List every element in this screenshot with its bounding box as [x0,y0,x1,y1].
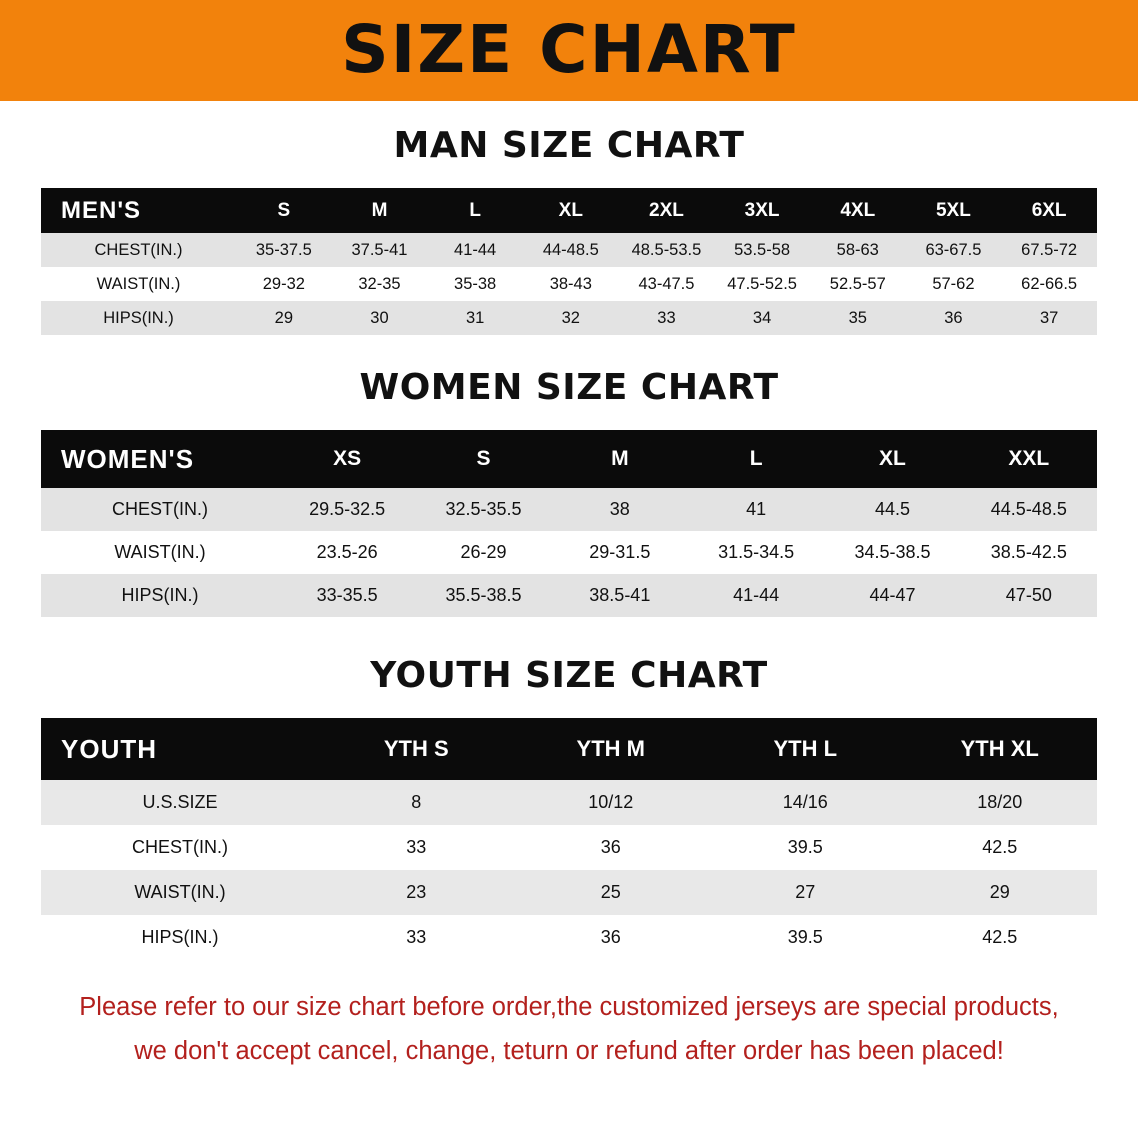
women-header-cell-1: XS [333,447,362,470]
man-cell-0-4: 48.5-53.5 [631,240,702,259]
youth-cell-0-1: 10/12 [588,792,634,812]
women-cell-0-1: 32.5-35.5 [445,499,522,519]
youth-cell-0-0: 8 [411,792,422,812]
man-cell-1-0: 29-32 [262,274,305,293]
women-row-label-2: HIPS(IN.) [121,585,199,605]
man-header-row [41,188,1097,233]
youth-cell-1-2: 39.5 [787,837,823,857]
women-cell-0-5: 44.5-48.5 [990,499,1067,519]
youth-cell-3-0: 33 [406,927,427,947]
youth-row-label-2: WAIST(IN.) [134,882,226,902]
man-header-cell-2: M [371,199,388,221]
man-cell-1-5: 47.5-52.5 [727,274,797,293]
table-row [41,267,1097,301]
youth-section-title: YOUTH SIZE CHART [370,655,768,696]
table-row [41,233,1097,267]
youth-table-wrap [41,718,1097,960]
women-cell-1-1: 26-29 [460,542,507,562]
man-table-body [41,233,1097,335]
man-cell-2-0: 29 [274,308,293,327]
man-cell-2-6: 35 [848,308,867,327]
man-cell-0-0: 35-37.5 [255,240,312,259]
women-cell-1-0: 23.5-26 [316,542,378,562]
man-header-cell-8: 5XL [935,199,971,221]
man-cell-2-1: 30 [370,308,389,327]
women-header-cell-6: XXL [1008,447,1050,470]
women-cell-2-1: 35.5-38.5 [445,585,522,605]
women-header-cell-5: XL [879,447,906,470]
man-size-table [41,188,1097,335]
table-row [41,574,1097,617]
women-header-cell-4: L [749,447,763,470]
man-section-title: MAN SIZE CHART [393,125,745,166]
women-header-row [41,430,1097,488]
youth-cell-2-0: 23 [406,882,427,902]
youth-header-cell-0: YOUTH [61,733,157,764]
footer-note-line-1: Please refer to our size chart before order,the customized jerseys are special products, [79,993,1059,1021]
table-row [41,825,1097,870]
youth-cell-3-2: 39.5 [787,927,823,947]
table-row [41,301,1097,335]
man-cell-2-2: 31 [465,308,485,327]
women-cell-0-0: 29.5-32.5 [309,499,386,519]
youth-header-cell-3: YTH L [773,736,838,761]
youth-table-body [41,780,1097,960]
youth-header-cell-2: YTH M [576,736,645,761]
women-cell-1-5: 38.5-42.5 [990,542,1067,562]
table-row [41,488,1097,531]
man-header-cell-6: 3XL [744,199,780,221]
man-cell-2-8: 37 [1039,308,1059,327]
man-cell-2-4: 33 [657,308,676,327]
youth-header-row [41,718,1097,780]
youth-cell-3-3: 42.5 [982,927,1018,947]
youth-cell-2-2: 27 [795,882,816,902]
man-header-cell-3: L [469,199,481,221]
women-cell-0-2: 38 [609,499,630,519]
man-cell-0-8: 67.5-72 [1021,240,1078,259]
youth-table-head [41,718,1097,780]
man-header-cell-9: 6XL [1031,199,1067,221]
youth-cell-0-3: 18/20 [977,792,1023,812]
man-row-label-2: HIPS(IN.) [103,308,174,327]
youth-size-table [41,718,1097,960]
women-cell-0-4: 44.5 [874,499,910,519]
women-cell-1-2: 29-31.5 [589,542,651,562]
youth-cell-3-1: 36 [600,927,621,947]
youth-cell-2-1: 25 [600,882,621,902]
man-cell-1-6: 52.5-57 [829,274,886,293]
youth-row-label-1: CHEST(IN.) [132,837,228,857]
youth-row-label-0: U.S.SIZE [142,792,218,812]
youth-row-label-3: HIPS(IN.) [141,927,219,947]
table-row [41,531,1097,574]
man-row-label-1: WAIST(IN.) [96,274,181,293]
header-banner [0,0,1138,101]
footer-note [39,986,1099,1074]
women-header-cell-3: M [611,447,629,470]
man-header-cell-7: 4XL [840,199,876,221]
women-cell-1-3: 31.5-34.5 [718,542,795,562]
women-table-wrap [41,430,1097,617]
youth-header-cell-1: YTH S [383,736,449,761]
man-cell-1-2: 35-38 [454,274,497,293]
table-row [41,780,1097,825]
youth-cell-1-0: 33 [406,837,427,857]
man-header-cell-5: 2XL [649,199,684,221]
man-cell-2-3: 32 [561,308,580,327]
man-cell-1-1: 32-35 [358,274,401,293]
women-section-title: WOMEN SIZE CHART [359,367,779,408]
women-row-label-0: CHEST(IN.) [112,499,208,519]
women-cell-0-3: 41 [746,499,767,519]
man-cell-1-4: 43-47.5 [638,274,695,293]
women-cell-2-5: 47-50 [1005,585,1052,605]
man-table-wrap [41,188,1097,335]
man-header-cell-1: S [277,199,291,221]
women-header-cell-0: WOMEN'S [61,443,195,474]
women-cell-2-0: 33-35.5 [316,585,378,605]
man-cell-0-6: 58-63 [836,240,879,259]
youth-cell-1-1: 36 [600,837,621,857]
man-table-head [41,188,1097,233]
man-header-cell-0: MEN'S [61,196,142,224]
man-row-label-0: CHEST(IN.) [94,240,183,259]
man-cell-2-5: 34 [752,308,772,327]
page-title: SIZE CHART [341,10,797,88]
youth-cell-1-3: 42.5 [982,837,1018,857]
man-cell-1-3: 38-43 [549,274,592,293]
youth-cell-2-3: 29 [989,882,1010,902]
table-row [41,870,1097,915]
man-cell-0-1: 37.5-41 [351,240,408,259]
man-cell-1-8: 62-66.5 [1021,274,1078,293]
man-header-cell-4: XL [558,199,583,221]
women-cell-2-3: 41-44 [733,585,780,605]
man-cell-2-7: 36 [944,308,963,327]
women-cell-2-4: 44-47 [869,585,916,605]
women-cell-2-2: 38.5-41 [589,585,651,605]
women-header-cell-2: S [476,447,491,470]
table-row [41,915,1097,960]
women-table-body [41,488,1097,617]
man-cell-0-5: 53.5-58 [734,240,791,259]
man-cell-0-3: 44-48.5 [542,240,599,259]
man-cell-1-7: 57-62 [932,274,975,293]
women-table-head [41,430,1097,488]
women-row-label-1: WAIST(IN.) [114,542,206,562]
man-cell-0-2: 41-44 [454,240,497,259]
youth-header-cell-4: YTH XL [960,736,1039,761]
footer-note-line-2: we don't accept cancel, change, teturn or refund after order has been placed! [134,1036,1004,1065]
women-cell-1-4: 34.5-38.5 [854,542,931,562]
women-size-table [41,430,1097,617]
youth-cell-0-2: 14/16 [782,792,828,812]
man-cell-0-7: 63-67.5 [925,240,982,259]
